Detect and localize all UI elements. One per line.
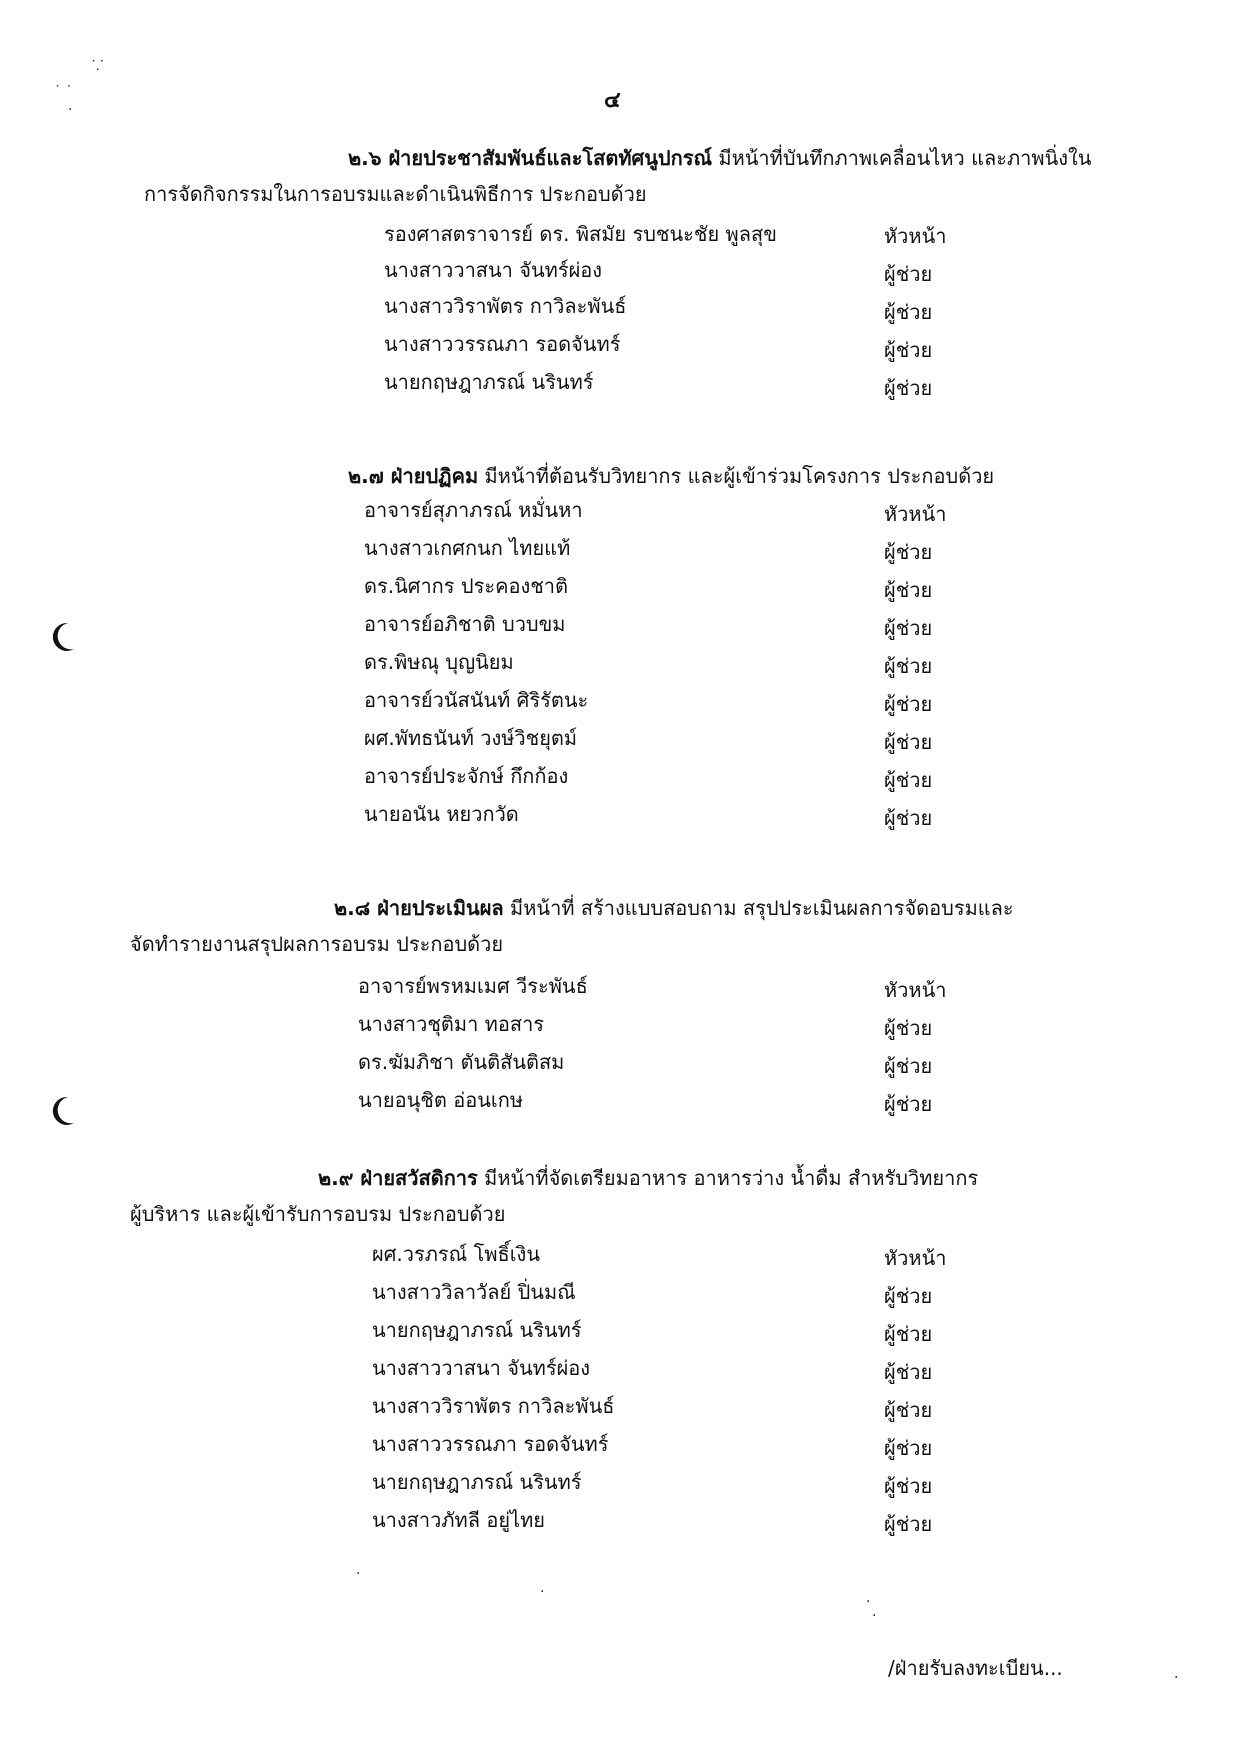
scan-speck: . bbox=[866, 1590, 871, 1606]
scan-speck: ˙ ˙ bbox=[54, 84, 73, 100]
section-heading: ๒.๖ ฝ่ายประชาสัมพันธ์และโสตทัศนูปกรณ์ bbox=[348, 146, 713, 170]
scan-speck: . bbox=[356, 1562, 361, 1578]
member-role: ผู้ช่วย bbox=[884, 1054, 933, 1078]
member-name: ผศ.วรภรณ์ โพธิ์เงิน bbox=[372, 1242, 540, 1266]
section-text: มีหน้าที่จัดเตรียมอาหาร อาหารว่าง น้ำดื่ม สำหรับวิทยากร bbox=[477, 1166, 979, 1190]
page-number: ๔ bbox=[604, 88, 621, 113]
member-name: ดร.พิษณุ บุญนิยม bbox=[364, 650, 514, 674]
member-name: นางสาวภัทลี อยู่ไทย bbox=[372, 1508, 546, 1532]
member-name: นางสาววรรณภา รอดจันทร์ bbox=[384, 332, 621, 356]
section-2-9-line-2: ผู้บริหาร และผู้เข้ารับการอบรม ประกอบด้วย bbox=[130, 1202, 506, 1226]
member-name: นายกฤษฎาภรณ์ นรินทร์ bbox=[384, 370, 594, 394]
member-name: นางสาววิราพัตร กาวิละพันธ์ bbox=[372, 1394, 615, 1418]
member-role: ผู้ช่วย bbox=[884, 806, 933, 830]
member-name: นางสาววาสนา จันทร์ผ่อง bbox=[384, 258, 603, 282]
member-name: นางสาววิลาวัลย์ ปิ่นมณี bbox=[372, 1280, 576, 1304]
section-2-9-line-1 bbox=[318, 1160, 978, 1196]
member-name: อาจารย์พรหมเมศ วีระพันธ์ bbox=[358, 974, 588, 998]
member-name: ผศ.พัทธนันท์ วงษ์วิชยุตม์ bbox=[364, 726, 578, 750]
scan-speck: . bbox=[1174, 1666, 1179, 1682]
member-name: อาจารย์วนัสนันท์ ศิริรัตนะ bbox=[364, 688, 589, 712]
member-role: หัวหน้า bbox=[884, 1246, 947, 1270]
member-role: ผู้ช่วย bbox=[884, 1512, 933, 1536]
member-name: นางสาวชุติมา ทอสาร bbox=[358, 1012, 545, 1036]
section-heading: ๒.๙ ฝ่ายสวัสดิการ bbox=[318, 1166, 478, 1190]
section-2-7-line-1 bbox=[348, 458, 994, 494]
member-role: ผู้ช่วย bbox=[884, 1092, 933, 1116]
member-name: ดร.นิศากร ประคองชาติ bbox=[364, 574, 569, 598]
member-role: ผู้ช่วย bbox=[884, 1322, 933, 1346]
member-role: ผู้ช่วย bbox=[884, 540, 933, 564]
section-2-8-line-2: จัดทำรายงานสรุปผลการอบรม ประกอบด้วย bbox=[130, 932, 504, 956]
member-name: นางสาววิราพัตร กาวิละพันธ์ bbox=[384, 294, 627, 318]
scan-speck: . bbox=[540, 1580, 545, 1596]
member-role: ผู้ช่วย bbox=[884, 1016, 933, 1040]
scan-speck: ⸪ bbox=[92, 58, 104, 74]
section-2-6-line-2: การจัดกิจกรรมในการอบรมและดำเนินพิธีการ ประกอบด้วย bbox=[144, 182, 647, 206]
member-name: อาจารย์ประจักษ์ กึกก้อง bbox=[364, 764, 569, 788]
member-name: นางสาวเกศกนก ไทยแท้ bbox=[364, 536, 571, 560]
member-name: นายอนัน หยวกวัด bbox=[364, 802, 519, 826]
section-heading: ๒.๘ ฝ่ายประเมินผล bbox=[334, 896, 504, 920]
member-role: ผู้ช่วย bbox=[884, 654, 933, 678]
member-role: ผู้ช่วย bbox=[884, 1398, 933, 1422]
section-2-8-line-1 bbox=[334, 890, 1014, 926]
member-name: นายกฤษฎาภรณ์ นรินทร์ bbox=[372, 1470, 582, 1494]
member-role: ผู้ช่วย bbox=[884, 578, 933, 602]
member-role: ผู้ช่วย bbox=[884, 1436, 933, 1460]
section-2-6-line-1 bbox=[348, 140, 1091, 176]
member-role: ผู้ช่วย bbox=[884, 300, 933, 324]
member-role: ผู้ช่วย bbox=[884, 1474, 933, 1498]
member-role: หัวหน้า bbox=[884, 978, 947, 1002]
member-name: นางสาววรรณภา รอดจันทร์ bbox=[372, 1432, 609, 1456]
scan-speck: . bbox=[68, 98, 73, 114]
member-name: อาจารย์สุภาภรณ์ หมั่นหา bbox=[364, 498, 583, 522]
binder-hole-icon bbox=[44, 620, 78, 654]
member-role: ผู้ช่วย bbox=[884, 730, 933, 754]
member-role: ผู้ช่วย bbox=[884, 376, 933, 400]
member-role: ผู้ช่วย bbox=[884, 1284, 933, 1308]
member-name: ดร.ฆัมภิชา ตันติสันติสม bbox=[358, 1050, 565, 1074]
member-name: นายอนุชิต อ่อนเกษ bbox=[358, 1088, 524, 1112]
member-role: ผู้ช่วย bbox=[884, 768, 933, 792]
member-role: ผู้ช่วย bbox=[884, 262, 933, 286]
member-name: รองศาสตราจารย์ ดร. พิสมัย รบชนะชัย พูลสุข bbox=[384, 222, 777, 246]
member-name: อาจารย์อภิชาติ บวบขม bbox=[364, 612, 566, 636]
member-name: นายกฤษฎาภรณ์ นรินทร์ bbox=[372, 1318, 582, 1342]
section-heading: ๒.๗ ฝ่ายปฏิคม bbox=[348, 464, 479, 488]
member-role: ผู้ช่วย bbox=[884, 338, 933, 362]
scan-speck: . bbox=[872, 1604, 877, 1620]
continuation-footer: /ฝ่ายรับลงทะเบียน... bbox=[888, 1656, 1063, 1680]
member-role: ผู้ช่วย bbox=[884, 1360, 933, 1384]
member-role: หัวหน้า bbox=[884, 502, 947, 526]
member-role: ผู้ช่วย bbox=[884, 692, 933, 716]
member-role: หัวหน้า bbox=[884, 224, 947, 248]
member-name: นางสาววาสนา จันทร์ผ่อง bbox=[372, 1356, 591, 1380]
section-text: มีหน้าที่ สร้างแบบสอบถาม สรุปประเมินผลการจัดอบรมและ bbox=[503, 896, 1014, 920]
member-role: ผู้ช่วย bbox=[884, 616, 933, 640]
section-text: มีหน้าที่ต้อนรับวิทยากร และผู้เข้าร่วมโครงการ ประกอบด้วย bbox=[478, 464, 995, 488]
binder-hole-icon bbox=[44, 1094, 78, 1128]
section-text: มีหน้าที่บันทึกภาพเคลื่อนไหว และภาพนิ่งใน bbox=[712, 146, 1092, 170]
